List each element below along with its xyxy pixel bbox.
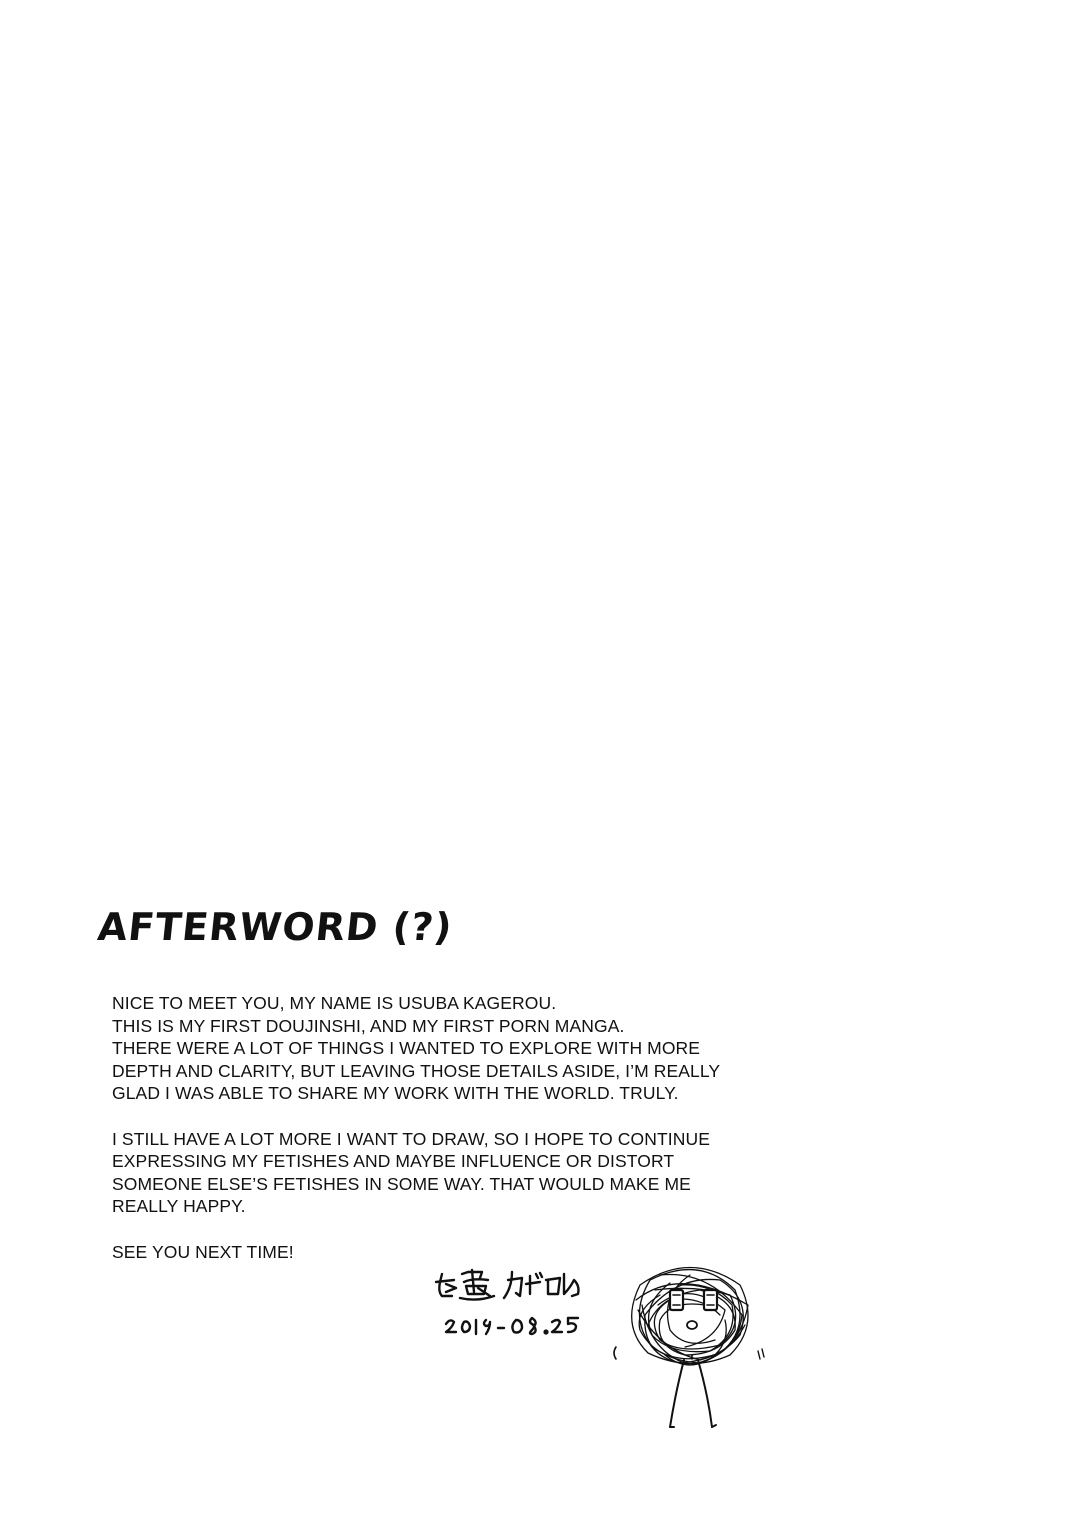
self-portrait-doodle (600, 1255, 775, 1435)
text-line: THERE WERE A LOT OF THINGS I WANTED TO EXPLORE WITH MORE (112, 1038, 701, 1059)
text-line: EXPRESSING MY FETISHES AND MAYBE INFLUENCE OR DISTORT (112, 1151, 675, 1172)
text-line: REALLY HAPPY. (112, 1196, 246, 1217)
text-line: GLAD I WAS ABLE TO SHARE MY WORK WITH THE WORLD. TRULY. (112, 1083, 679, 1104)
text-line: SOMEONE ELSE’S FETISHES IN SOME WAY. THAT WOULD MAKE ME (112, 1173, 691, 1194)
handwritten-signature (432, 1262, 607, 1342)
paragraph-future (112, 1128, 772, 1218)
text-line: I STILL HAVE A LOT MORE I WANT TO DRAW, SO I HOPE TO CONTINUE (112, 1128, 710, 1149)
text-line: NICE TO MEET YOU, MY NAME IS USUBA KAGEROU. (112, 993, 557, 1013)
paragraph-intro (112, 992, 772, 1105)
afterword-body (112, 992, 772, 1286)
text-line: THIS IS MY FIRST DOUJINSHI, AND MY FIRST PORN MANGA. (112, 1015, 625, 1036)
text-line: DEPTH AND CLARITY, BUT LEAVING THOSE DETAILS ASIDE, I’M REALLY (112, 1060, 721, 1081)
afterword-title: AFTERWORD (?) (95, 905, 455, 949)
text-line: SEE YOU NEXT TIME! (112, 1241, 294, 1262)
